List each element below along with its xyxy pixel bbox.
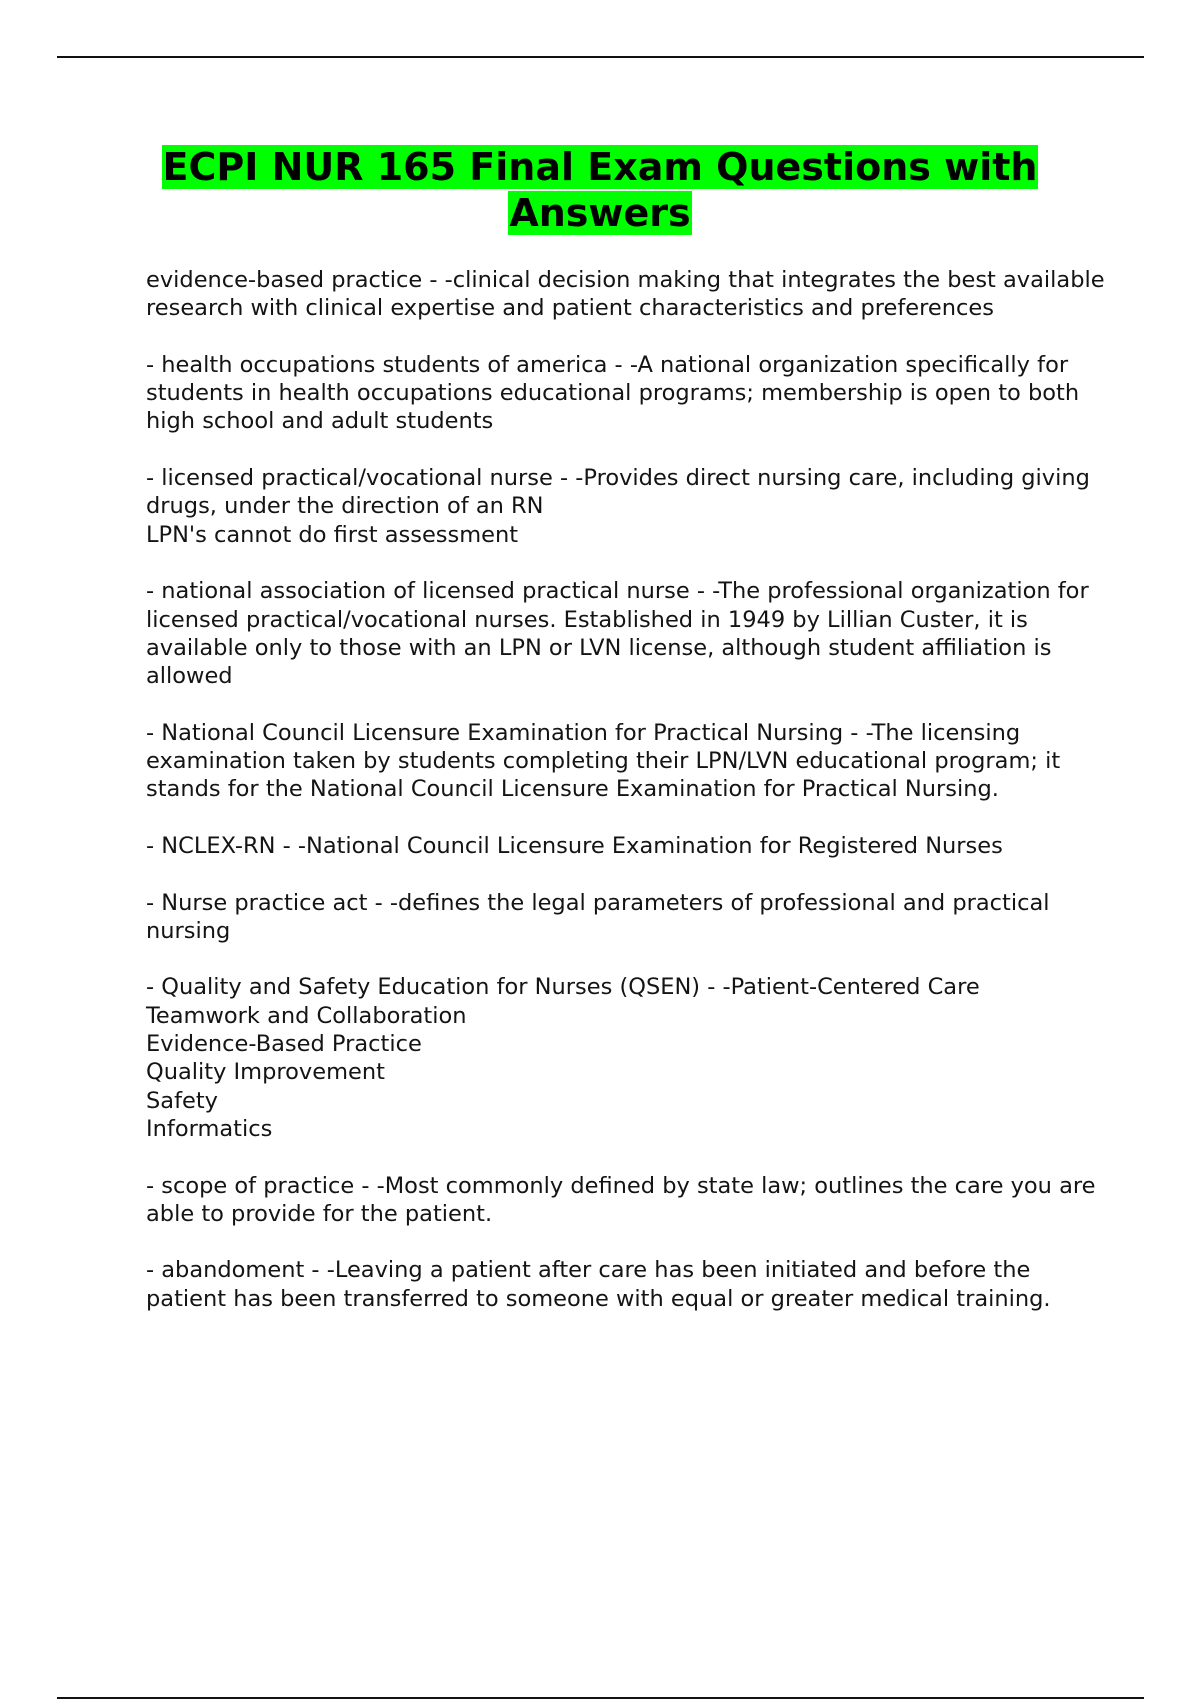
top-divider	[57, 56, 1144, 58]
entry-nclex-pn: - National Council Licensure Examination for Practical Nursing - -The licensing examination taken by students completing their LPN/LVN educational program; it stands for the National Council Licensure Examination for Practical Nursing.	[146, 719, 1061, 803]
entry-nurse-practice-act: - Nurse practice act - -defines the legal parameters of professional and practical nursing	[146, 889, 1050, 944]
entry-qsen: - Quality and Safety Education for Nurses (QSEN) - -Patient-Centered Care Teamwork and Collaboration Evidence-Based Practice Quality Improvement Safety Informatics	[146, 974, 980, 1142]
document-body	[146, 266, 1106, 1341]
entry-hosa: - health occupations students of america - -A national organization specifically for students in health occupations educational programs; membership is open to both high school and adult students	[146, 351, 1080, 435]
entry-abandonment: - abandoment - -Leaving a patient after care has been initiated and before the patient has been transferred to someone with equal or greater medical training.	[146, 1257, 1051, 1312]
entry-nclex-rn: - NCLEX-RN - -National Council Licensure Examination for Registered Nurses	[146, 832, 1003, 859]
entry-evidence-based-practice: evidence-based practice - -clinical decision making that integrates the best available research with clinical expertise and patient characteristics and preferences	[146, 267, 1105, 322]
entry-licensed-practical-nurse: - licensed practical/vocational nurse - -Provides direct nursing care, including giving drugs, under the direction of an RN LPN's cannot do first assessment	[146, 465, 1090, 548]
title-highlight: ECPI NUR 165 Final Exam Questions with Answers	[162, 145, 1038, 235]
entry-scope-of-practice: - scope of practice - -Most commonly defined by state law; outlines the care you are able to provide for the patient.	[146, 1172, 1096, 1227]
entry-napnes: - national association of licensed practical nurse - -The professional organization for licensed practical/vocational nurses. Established in 1949 by Lillian Custer, it is available only to those with an LPN or LVN license, although student affiliation is allowed	[146, 578, 1089, 690]
bottom-divider	[57, 1697, 1144, 1699]
document-title	[100, 144, 1100, 236]
